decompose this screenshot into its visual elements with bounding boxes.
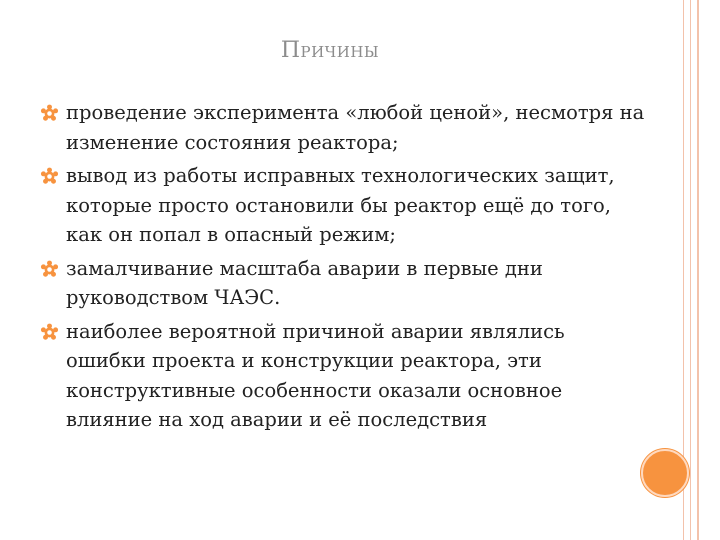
bullet-item [40, 98, 650, 157]
bullet-item [40, 161, 650, 250]
bullet-item [40, 317, 650, 435]
decorative-line [697, 0, 699, 540]
slide-title: Причины [280, 38, 380, 63]
gear-flower-icon [40, 260, 59, 279]
gear-flower-icon [40, 104, 59, 123]
bullet-text: замалчивание масштаба аварии в первые дни руководством ЧАЭС. [66, 256, 543, 309]
orange-circle-decoration [641, 449, 689, 497]
gear-flower-icon [40, 167, 59, 186]
bullet-item [40, 254, 650, 313]
bullet-text: вывод из работы исправных технологических защит, которые просто остановили бы реактор ещё до того, как он попал в опасный режим; [66, 164, 615, 246]
gear-flower-icon [40, 323, 59, 342]
decorative-line [690, 0, 691, 540]
bullet-list [40, 98, 650, 439]
bullet-text: проведение эксперимента «любой ценой», несмотря на изменение состояния реактора; [66, 101, 645, 154]
bullet-text: наиболее вероятной причиной аварии являлись ошибки проекта и конструкции реактора, эти конструктивные особенности оказали основное влияние на ход аварии и её последствия [66, 319, 565, 431]
